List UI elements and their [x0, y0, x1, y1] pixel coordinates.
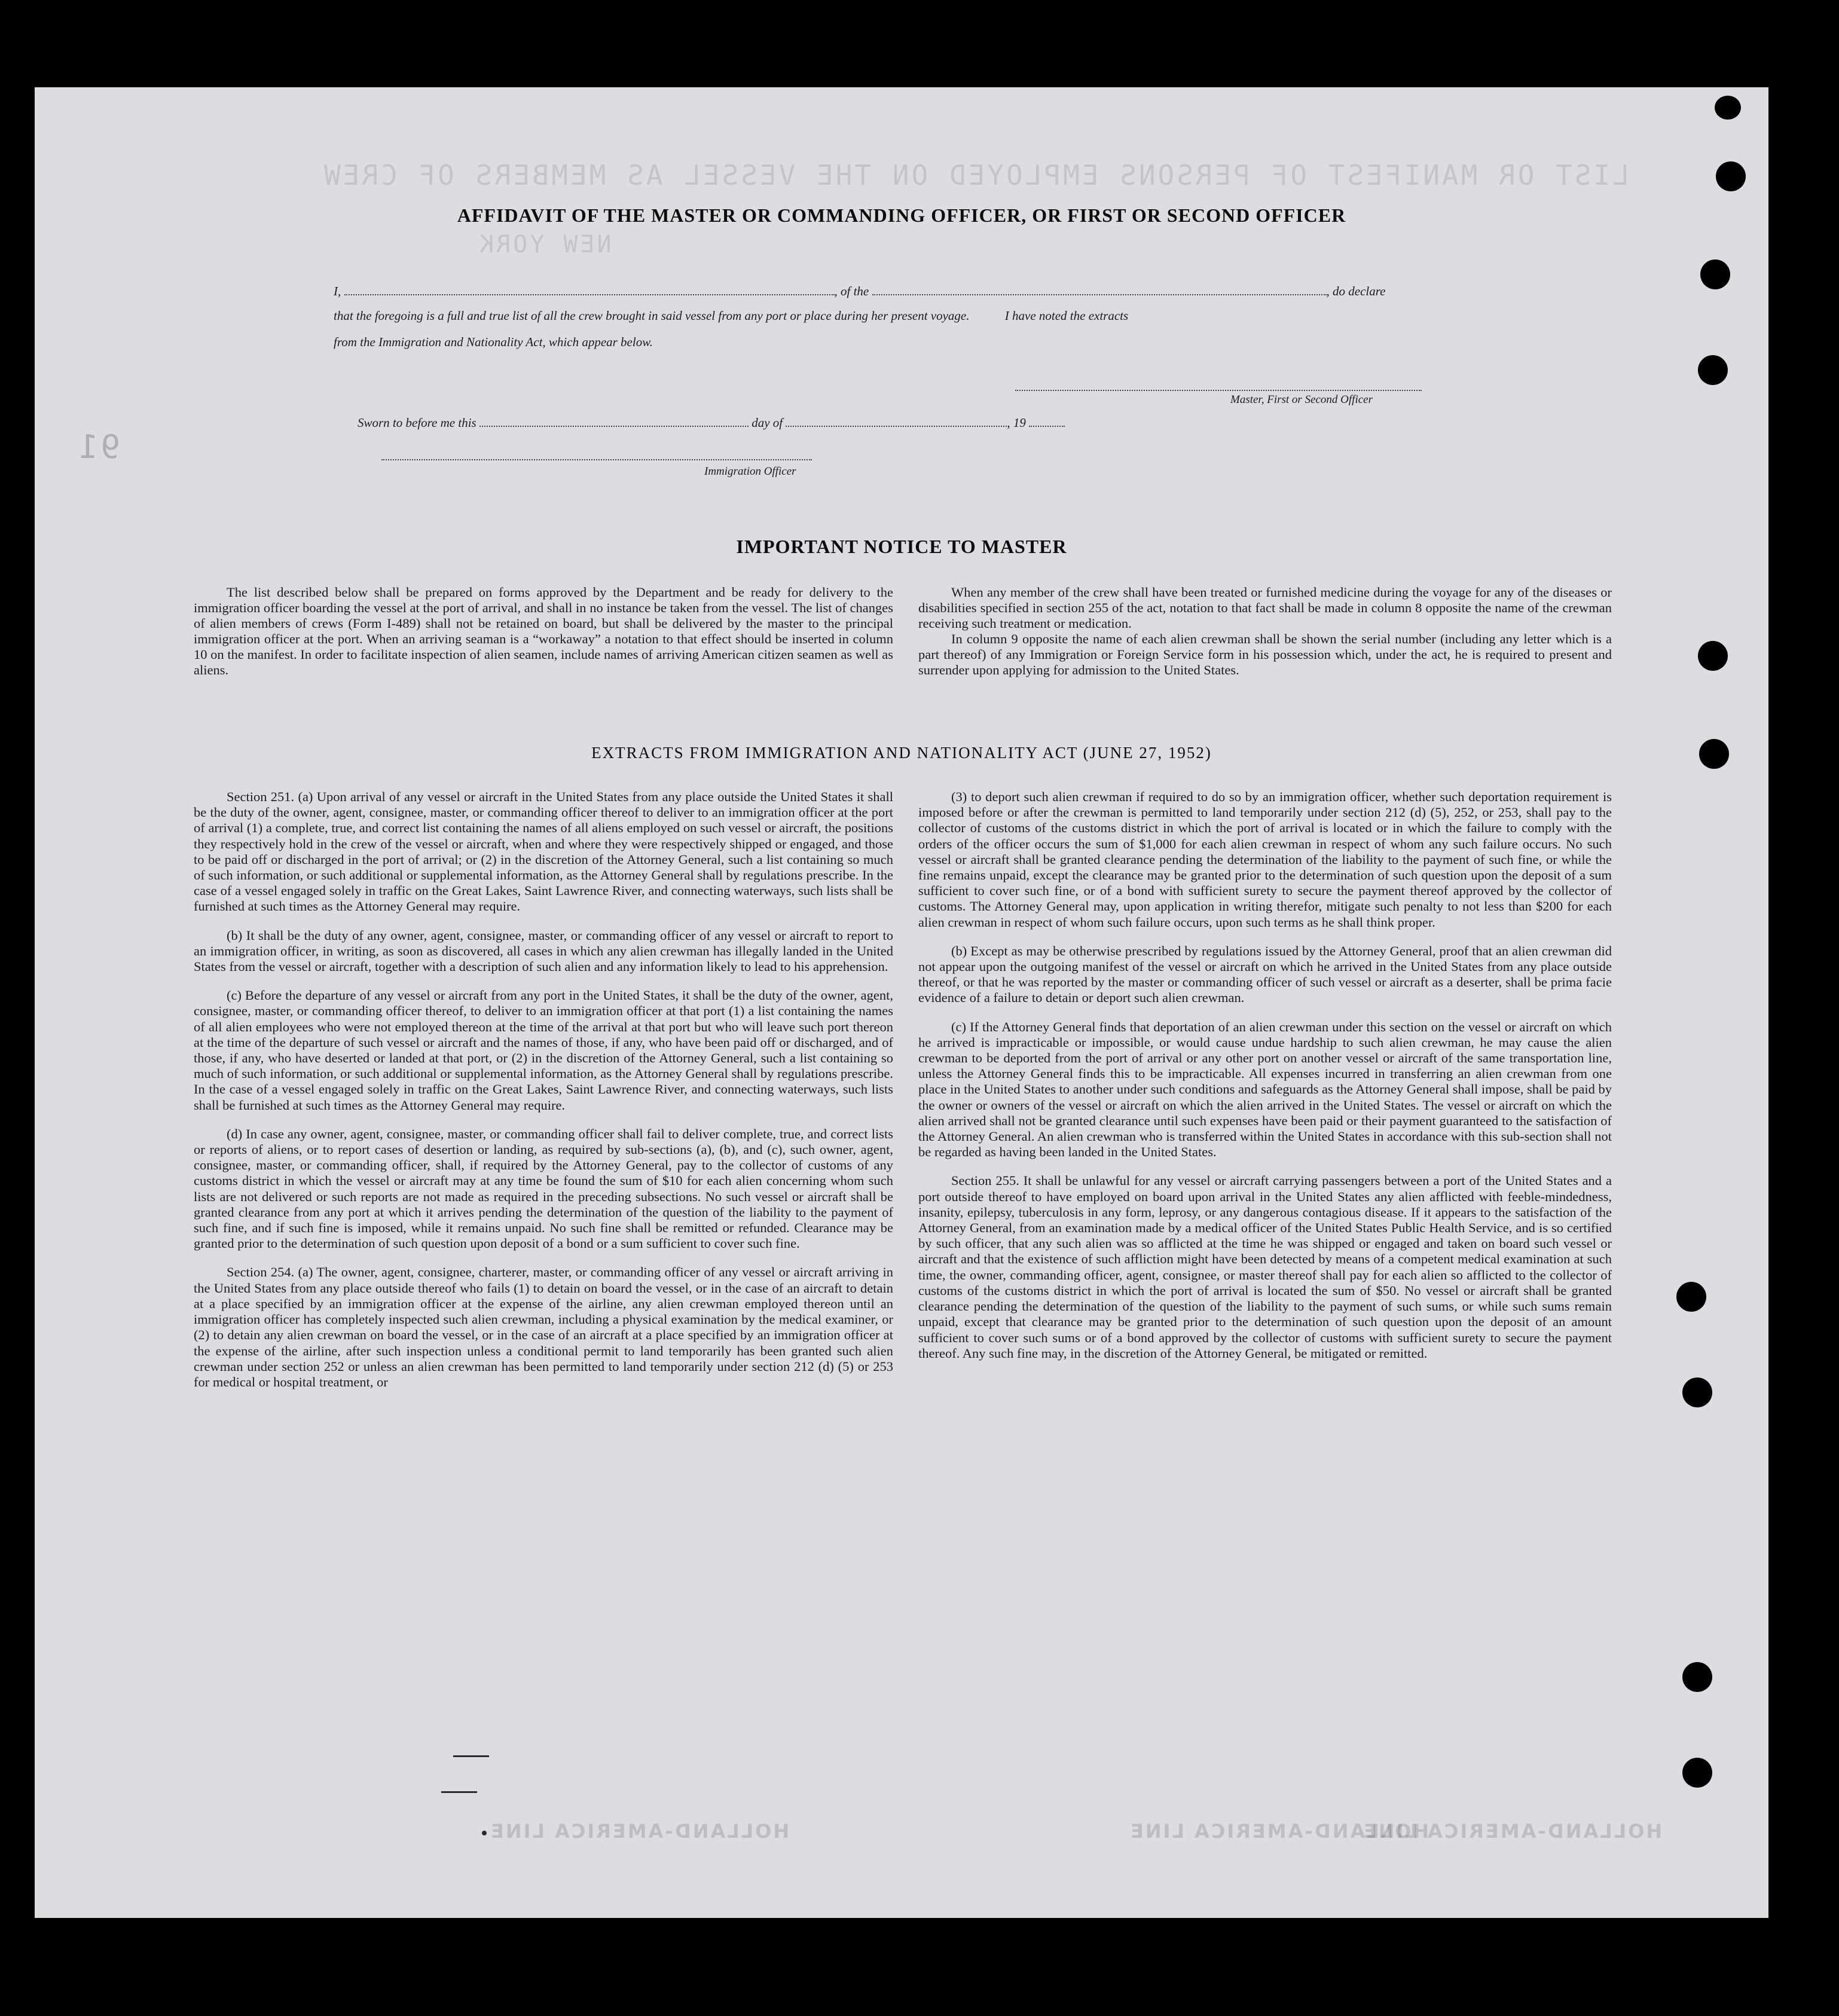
sworn-day-field[interactable] — [479, 415, 749, 427]
vessel-field[interactable] — [872, 283, 1327, 295]
binder-hole — [1698, 641, 1728, 671]
affidavit-of-the-label: , of the — [834, 284, 869, 298]
stray-mark — [482, 1831, 487, 1835]
sworn-year-field[interactable] — [1029, 415, 1065, 427]
section-251-b: (b) It shall be the duty of any owner, agent, consignee, master, or commanding officer of any vessel or aircraft to report to an immigration officer, in writing, as soon as discovered, all cases in which any alien crewman has illegally landed in the United States from the vessel or aircraft, together with a description of such alien and any information likely to lead to his apprehension. — [194, 927, 893, 975]
affidavit-extracts-note: I have noted the extracts — [1004, 308, 1129, 323]
binder-hole — [1682, 1758, 1712, 1788]
bleed-through-port: NEW YORK — [477, 231, 612, 258]
bleed-through-stamp: HOLLAND-AMERICA LINE — [489, 1820, 790, 1843]
bleed-through-page-number: 91 — [77, 428, 121, 466]
affidavit-declare-label: , do declare — [1326, 284, 1386, 298]
sworn-line — [358, 415, 1065, 430]
notice-left-paragraph: The list described below shall be prepared on forms approved by the Department and be ready for delivery to the immigration officer boarding the vessel at the port of arrival, and shall in no instance be taken from the vessel. The list of changes of alien members of crews (Form I-489) shall not be retained on board, but shall be delivered by the master to the principal immigration officer at the port. When an arriving seaman is a “workaway” a notation to that effect should be inserted in column 10 on the manifest. In order to facilitate inspection of alien seamen, include names of arriving American citizen seamen as well as aliens. — [194, 585, 893, 677]
stray-mark — [441, 1791, 477, 1793]
binder-hole — [1715, 96, 1741, 120]
master-signature-line[interactable] — [1015, 390, 1422, 391]
day-of-label: day of — [752, 416, 783, 430]
bleed-through-stamp: HOLLAND-AMERICA LINE — [1362, 1820, 1663, 1843]
binder-hole — [1682, 1662, 1712, 1692]
year-prefix-label: , 19 — [1007, 416, 1026, 430]
master-caption: Master, First or Second Officer — [1230, 393, 1373, 406]
binder-hole — [1716, 161, 1746, 191]
name-field[interactable] — [344, 283, 835, 295]
affidavit-line-1 — [334, 283, 1385, 299]
affidavit-line-2 — [334, 308, 1128, 323]
bleed-through-heading: LIST OR MANIFEST OF PERSONS EMPLOYED ON THE VESSEL AS MEMBERS OF CREW — [322, 159, 1629, 191]
binder-hole — [1698, 355, 1728, 385]
section-251-a: Section 251. (a) Upon arrival of any vessel or aircraft in the United States from any place outside the United States it shall be the duty of the owner, agent, consignee, master, or commanding officer thereof to deliver to an immigration officer at the port of arrival (1) a complete, true, and correct list containing the names of all aliens employed on such vessel or aircraft, the positions they respectively hold in the crew of the vessel or aircraft, when and where they were respectively shipped or engaged, and those to be paid off or discharged in the port of arrival; or (2) in the discretion of the Attorney General, such a list containing so much of such information, or such additional or supplemental information, as the Attorney General shall by regulations prescribe. In the case of a vessel engaged solely in traffic on the Great Lakes, Saint Lawrence River, and connecting waterways, such lists shall be furnished at such times as the Attorney General may require. — [194, 789, 893, 914]
affidavit-statement: that the foregoing is a full and true list of all the crew brought in said vessel from any port or place during her present voyage. — [334, 308, 970, 323]
affidavit-line-3: from the Immigration and Nationality Act, which appear below. — [334, 335, 653, 349]
officer-signature-line[interactable] — [381, 459, 812, 460]
section-254-a-cont: (3) to deport such alien crewman if required to do so by an immigration officer, whether such deportation requirement is imposed before or after the crewman is permitted to land temporarily under section 212 (d) (5), 252, or 253, shall pay to the collector of customs of the customs district in which the port of arrival is located or in which the failure to comply with the orders of the officer occurs the sum of $1,000 for each alien crewman in respect of whom any such failure occurs. No such vessel or aircraft shall be granted clearance pending the determination of the liability to the payment of such fine, or while the fine remains unpaid, except the clearance may be granted prior to the determination of such question upon the deposit of a sum sufficient to cover such fine, or of a bond with sufficient surety to secure the payment thereof approved by the collector of customs. The Attorney General may, upon application in writing therefor, mitigate such penalty to not less than $200 for each alien crewman in respect of whom such failure occurs, upon such terms as he shall think proper. — [918, 789, 1612, 930]
notice-left-column — [194, 585, 893, 678]
notice-right-column — [918, 585, 1612, 678]
sworn-label: Sworn to before me this — [358, 416, 476, 430]
binder-hole — [1699, 739, 1729, 769]
binder-hole — [1682, 1377, 1712, 1407]
notice-right-paragraph: In column 9 opposite the name of each alien crewman shall be shown the serial number (including any letter which is a part thereof) of any Immigration or Foreign Service form in his possession which, under the act, he is required to present and surrender upon applying for admission to the United States. — [918, 631, 1612, 677]
affidavit-title: AFFIDAVIT OF THE MASTER OR COMMANDING OFFICER, OR FIRST OR SECOND OFFICER — [457, 204, 1346, 226]
document-page — [35, 87, 1768, 1918]
affidavit-i-label: I, — [334, 284, 341, 298]
extracts-title: EXTRACTS FROM IMMIGRATION AND NATIONALITY ACT (JUNE 27, 1952) — [591, 744, 1212, 762]
section-251-d: (d) In case any owner, agent, consignee, master, or commanding officer shall fail to deliver complete, true, and correct lists or reports of aliens, or to report cases of desertion or landing, as required by sub-sections (a), (b), and (c), such owner, agent, consignee, master, or commanding officer, shall, if required by the Attorney General, pay to the collector of customs of any customs district in which the vessel or aircraft may at any time be found the sum of $10 for each alien concerning whom such lists are not delivered or such reports are not made as required in the preceding subsections. No such vessel or aircraft shall be granted clearance from any port at which it arrives pending the determination of the question of the liability to the payment of such fine, and if such fine is imposed, while it remains unpaid. No such fine shall be remitted or refunded. Clearance may be granted prior to the determination of such question upon deposit of a bond or a sum sufficient to cover such fine. — [194, 1126, 893, 1251]
notice-right-paragraph: When any member of the crew shall have been treated or furnished medicine during the voyage for any of the diseases or disabilities specified in section 255 of the act, notation to that fact shall be made in column 8 opposite the name of the crewman receiving such treatment or medication. — [918, 585, 1612, 631]
section-254-c: (c) If the Attorney General finds that deportation of an alien crewman under this section on the vessel or aircraft on which he arrived is impracticable or impossible, or would cause undue hardship to such alien crewman, he may cause the alien crewman to be deported from the port of arrival or any other port on another vessel or aircraft of the same transportation line, unless the Attorney General finds this to be impracticable. All expenses incurred in transferring an alien crewman from one place in the United States to another under such conditions and safeguards as the Attorney General shall impose, shall be paid by the owner or owners of the vessel or aircraft on which the alien arrived in the United States. The vessel or aircraft on which the alien arrived shall not be granted clearance until such expenses have been paid or their payment guaranteed to the satisfaction of the Attorney General. An alien crewman who is transferred within the United States in accordance with this sub-section shall not be regarded as having been landed in the United States. — [918, 1019, 1612, 1160]
binder-hole — [1676, 1282, 1706, 1312]
notice-title: IMPORTANT NOTICE TO MASTER — [736, 536, 1067, 557]
stray-mark — [453, 1755, 489, 1757]
officer-caption: Immigration Officer — [704, 465, 796, 478]
binder-hole — [1700, 259, 1730, 289]
section-255: Section 255. It shall be unlawful for any vessel or aircraft carrying passengers between a port of the United States and a port outside thereof to have employed on board upon arrival in the United States any alien afflicted with feeble-mindedness, insanity, epilepsy, tuberculosis in any form, leprosy, or any dangerous contagious disease. If it appears to the satisfaction of the Attorney General, from an examination made by a medical officer of the United States Public Health Service, and is so certified by such officer, that any such alien was so afflicted at the time he was shipped or engaged and taken on board such vessel or aircraft and that the existence of such affliction might have been detected by means of a competent medical examination at such time, the owner, commanding officer, agent, consignee, or master thereof shall pay for each alien so afflicted to the collector of customs of the customs district in which the port of arrival is located the sum of $50. No vessel or aircraft shall be granted clearance pending the determination of the question of the liability to the payment of such sums, or while such sums remain unpaid, except that clearance may be granted prior to the determination of such question upon the deposit of an amount sufficient to cover such sums or of a bond approved by the collector of customs with sufficient surety to secure the payment thereof. Any such fine may, in the discretion of the Attorney General, be mitigated or remitted. — [918, 1173, 1612, 1361]
section-251-c: (c) Before the departure of any vessel or aircraft from any port in the United States, it shall be the duty of the owner, agent, consignee, master, or commanding officer thereof, to deliver to an immigration officer at that port (1) a list containing the names of all alien employees who were not employed thereon at the time of the arrival at that port but who will leave such port thereon at the time of the departure of such vessel or aircraft and the names of those, if any, who have been paid off or discharged, and of those, if any, who have deserted or landed at that port, or (2) in the discretion of the Attorney General, such a list containing so much of such information, or such additional or supplemental information, as the Attorney General shall by regulations prescribe. In the case of a vessel engaged solely in traffic on the Great Lakes, Saint Lawrence River, and connecting waterways, such lists shall be furnished at such times as the Attorney General may require. — [194, 988, 893, 1113]
sworn-month-field[interactable] — [786, 415, 1007, 427]
extracts-left-column — [194, 789, 893, 1390]
section-254-a: Section 254. (a) The owner, agent, consignee, charterer, master, or commanding officer of any vessel or aircraft arriving in the United States from any place outside thereof who fails (1) to detain on board the vessel, or in the case of an aircraft to detain at a place specified by an immigration officer at the expense of the airline, any alien crewman employed thereon until an immigration officer has completely inspected such alien crewman, including a physical examination by the medical examiner, or (2) to detain any alien crewman on board the vessel, or in the case of an aircraft at a place specified by an immigration officer at the expense of the airline, after such inspection unless a conditional permit to land temporarily has been granted such alien crewman under section 252 or unless an alien crewman has been permitted to land temporarily under section 212 (d) (5) or 253 for medical or hospital treatment, or — [194, 1264, 893, 1389]
extracts-right-column — [918, 789, 1612, 1361]
bleed-through-stamp: HOLLAND-AMERICA LINE — [1129, 1820, 1429, 1843]
section-254-b: (b) Except as may be otherwise prescribed by regulations issued by the Attorney General, proof that an alien crewman did not appear upon the outgoing manifest of the vessel or aircraft on which he arrived in the United States from any place outside thereof, or that he was reported by the master or commanding officer of such vessel or aircraft as a deserter, shall be prima facie evidence of a failure to detain or deport such alien crewman. — [918, 943, 1612, 1006]
